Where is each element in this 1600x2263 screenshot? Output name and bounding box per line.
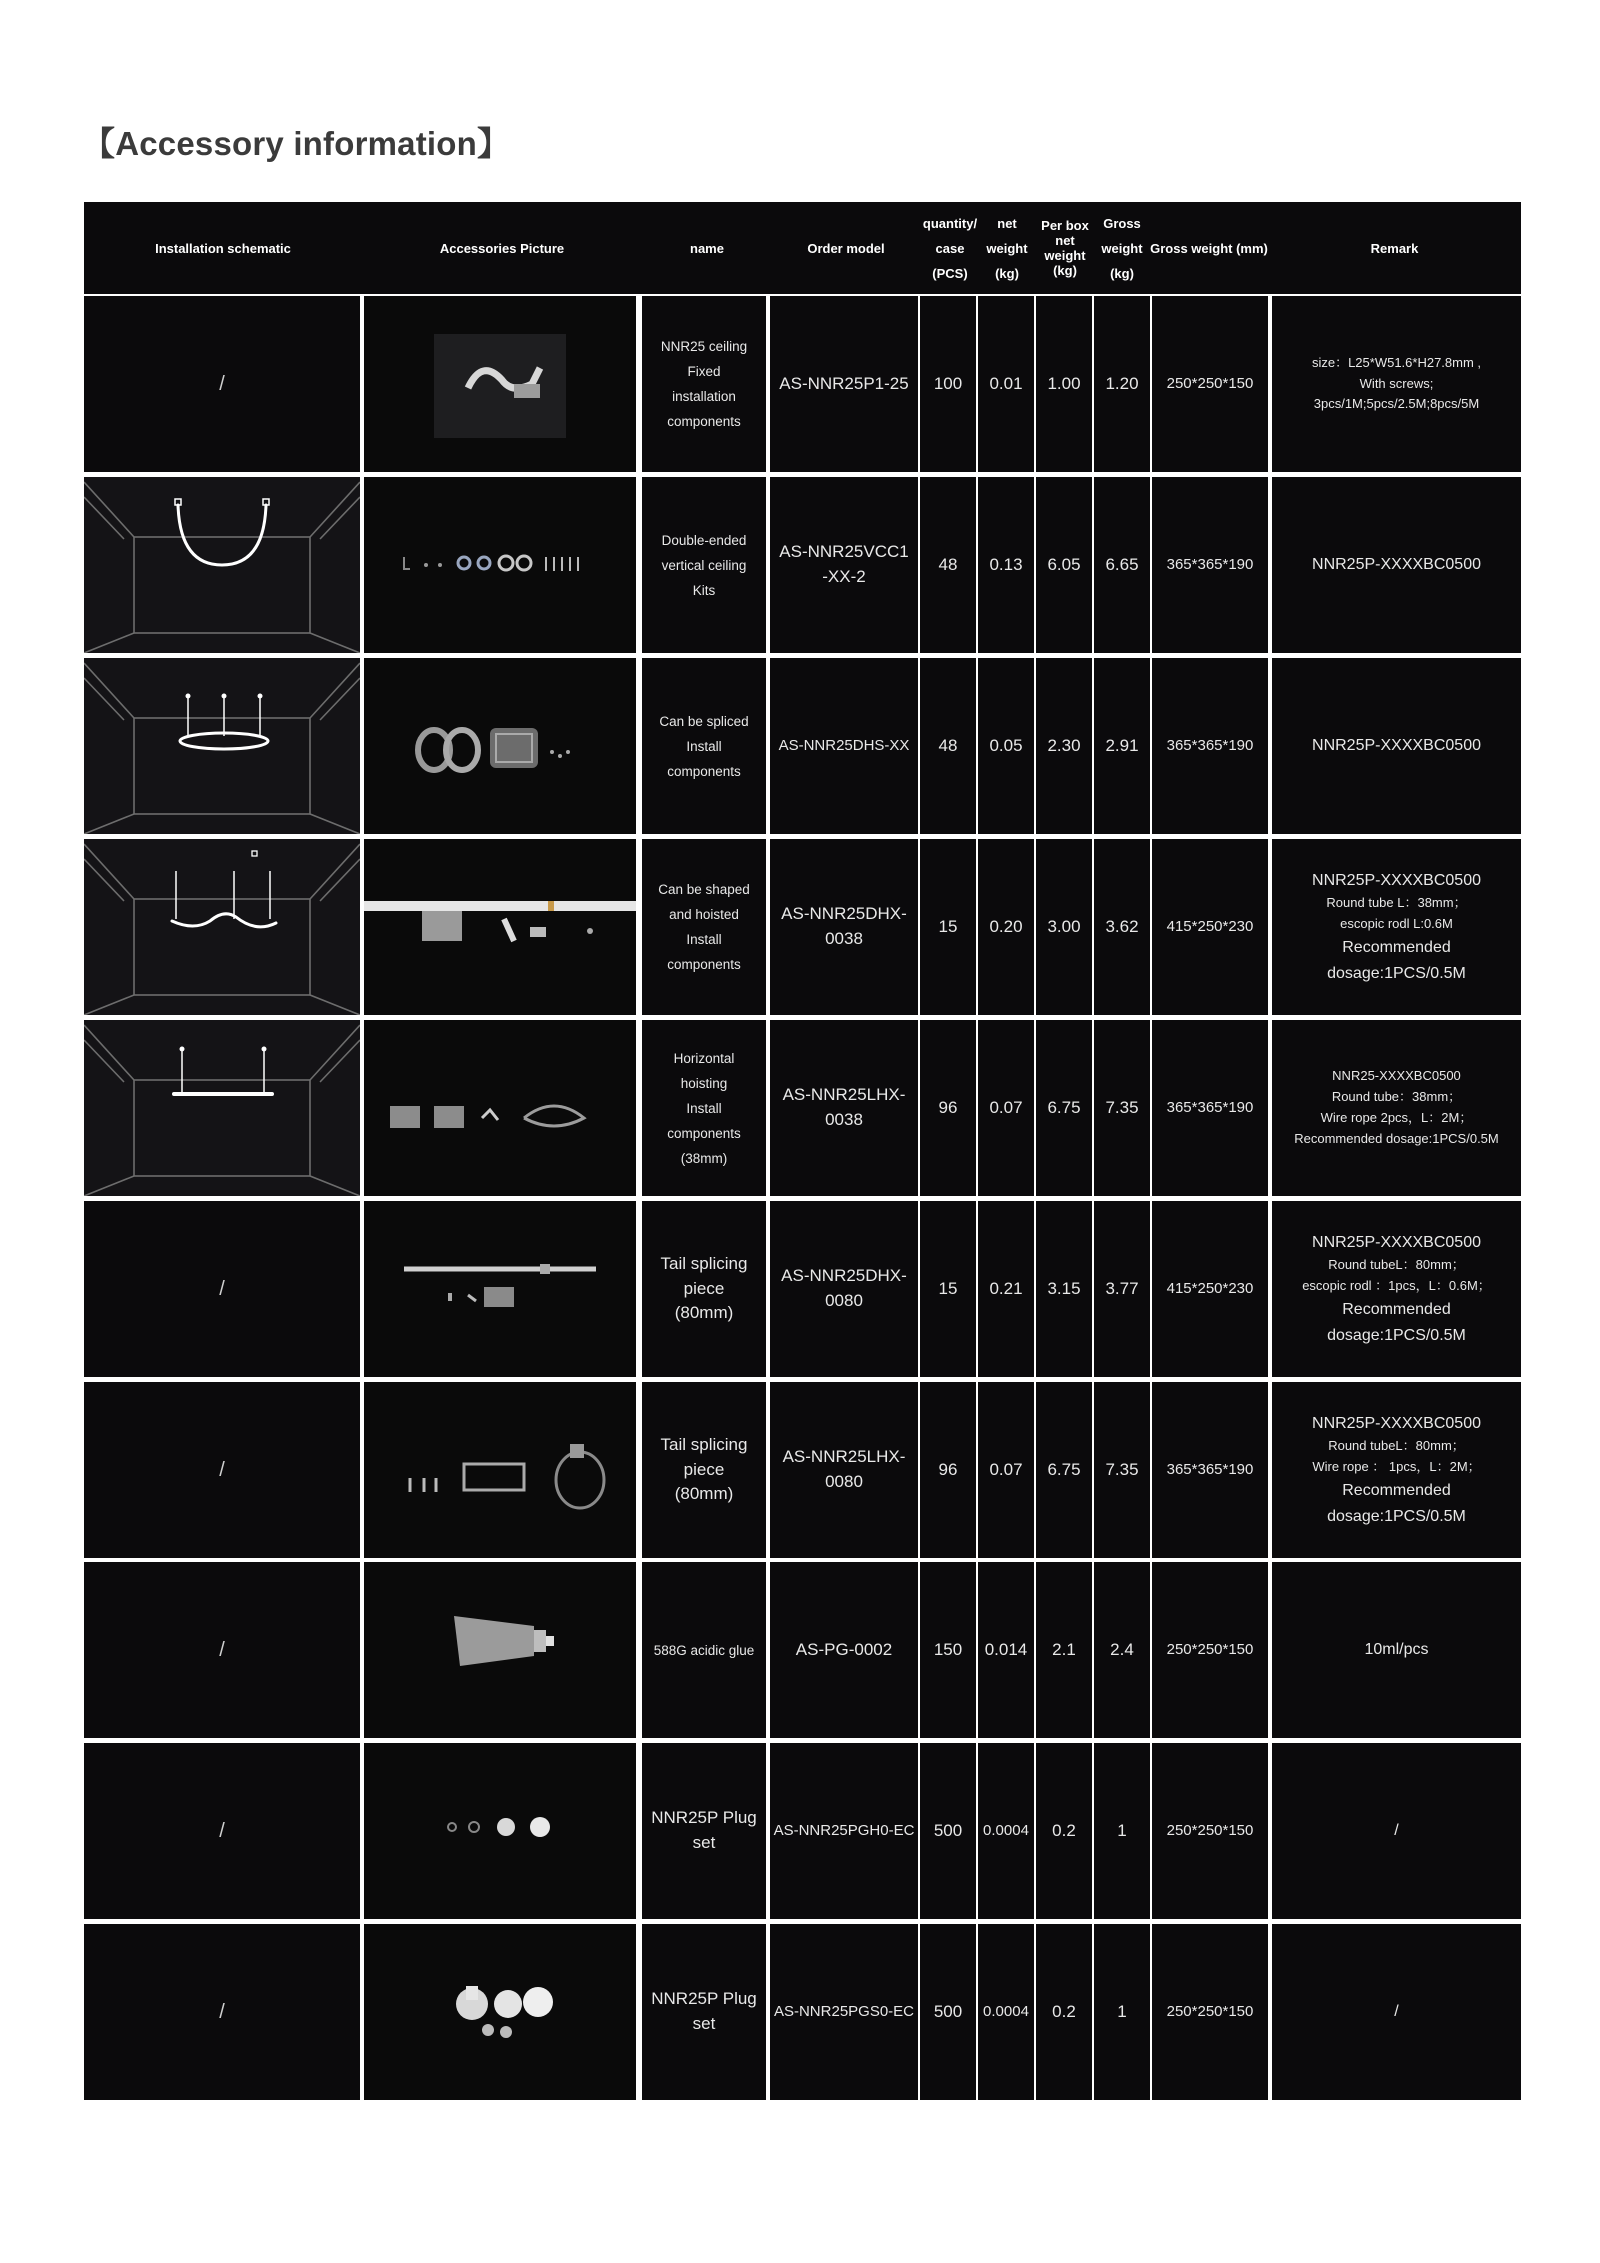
text-line: AS-NNR25DHS-XX	[778, 737, 910, 755]
accessory-name-cell	[642, 1020, 766, 1196]
order-model	[781, 1264, 907, 1313]
carton-size-value: 365*365*190	[1166, 556, 1254, 574]
text-line: 588G acidic glue	[653, 1642, 755, 1658]
accessory-name-cell	[642, 477, 766, 653]
accessory-picture	[364, 1201, 636, 1377]
carton-size-cell	[1152, 1743, 1268, 1919]
order-model-cell	[770, 1743, 918, 1919]
accessory-name	[662, 528, 747, 603]
accessory-name	[658, 877, 750, 977]
box-net-weight-value: 0.2	[1052, 2001, 1076, 2021]
net-weight-value: 0.0004	[983, 2003, 1029, 2021]
net-weight-cell	[978, 1924, 1034, 2100]
quantity-cell	[920, 1020, 976, 1196]
quantity-cell	[920, 1743, 976, 1919]
gross-weight-cell	[1094, 839, 1150, 1015]
gross-weight-value: 2.91	[1105, 735, 1139, 755]
accessory-name	[667, 1046, 741, 1171]
net-weight-value: 0.0004	[983, 1822, 1029, 1840]
quantity-cell	[920, 1924, 976, 2100]
text-line: 3pcs/1M;5pcs/2.5M;8pcs/5M	[1313, 396, 1480, 412]
accessory-picture-cell	[364, 1201, 636, 1377]
text-line: Recommended dosage:1PCS/0.5M	[1327, 1301, 1466, 1344]
net-weight-value: 0.014	[984, 1639, 1028, 1659]
net-weight-cell	[978, 658, 1034, 834]
installation-schematic-cell	[84, 1924, 360, 2100]
accessory-name	[661, 1433, 748, 1507]
header-name: name	[690, 240, 724, 256]
table-row	[0, 1382, 1600, 1558]
text-line: Fixed	[687, 364, 721, 379]
header-order-model: Order model	[807, 240, 885, 256]
net-weight-cell	[978, 839, 1034, 1015]
carton-size-cell	[1152, 477, 1268, 653]
gross-weight-value: 7.35	[1105, 1097, 1139, 1117]
carton-size-value: 250*250*150	[1166, 2003, 1254, 2021]
accessory-name	[642, 1987, 766, 2036]
accessory-picture	[364, 1743, 636, 1919]
installation-schematic-image	[84, 839, 360, 1015]
header-accessories-picture: Accessories Picture	[439, 240, 565, 256]
gross-weight-cell	[1094, 296, 1150, 472]
text-line: components	[667, 957, 741, 972]
accessory-name	[659, 709, 748, 784]
order-model	[774, 1820, 915, 1842]
header-quantity: quantity/ case (PCS)	[922, 215, 978, 281]
text-line: Wire rope ： 1pcs，L：2M；	[1312, 1459, 1481, 1475]
remark-cell	[1272, 296, 1521, 472]
net-weight-cell	[978, 477, 1034, 653]
remark-text	[1312, 733, 1481, 759]
text-line: Install	[686, 738, 722, 754]
gross-weight-value: 3.62	[1105, 916, 1139, 936]
table-row	[0, 1562, 1600, 1738]
text-line: NNR25 ceiling	[660, 339, 748, 354]
accessory-name-cell	[642, 658, 766, 834]
quantity-value: 96	[938, 1097, 958, 1117]
net-weight-cell	[978, 1020, 1034, 1196]
table-row	[0, 296, 1600, 472]
net-weight-value: 0.01	[989, 373, 1023, 393]
text-line: -XX-2	[822, 567, 866, 586]
table-row	[0, 477, 1600, 653]
order-model-cell	[770, 1201, 918, 1377]
quantity-value: 100	[933, 373, 963, 393]
carton-size-cell	[1152, 1924, 1268, 2100]
accessory-picture	[364, 1924, 636, 2100]
carton-size-cell	[1152, 1201, 1268, 1377]
accessory-picture	[364, 1562, 636, 1738]
page-title: 【Accessory information】	[82, 125, 511, 162]
order-model	[779, 540, 908, 589]
text-line: piece	[683, 1278, 725, 1298]
installation-schematic-image	[84, 658, 360, 834]
text-line: Round tubeL：80mm；	[1328, 1438, 1465, 1454]
net-weight-cell	[978, 1201, 1034, 1377]
accessory-picture-cell	[364, 1924, 636, 2100]
order-model	[781, 902, 907, 951]
installation-schematic-cell	[84, 296, 360, 472]
text-line: NNR25-XXXXBC0500	[1332, 1068, 1461, 1084]
box-net-weight-cell	[1036, 1743, 1092, 1919]
table-row	[0, 1743, 1600, 1919]
text-line: AS-NNR25PGH0-EC	[773, 1822, 915, 1840]
text-line: Kits	[692, 582, 716, 598]
text-line: Wire rope 2pcs，L：2M；	[1320, 1110, 1473, 1125]
gross-weight-value: 2.4	[1110, 1639, 1134, 1659]
order-model-cell	[770, 1382, 918, 1558]
installation-schematic-image	[84, 1020, 360, 1196]
header-gross-weight-mm: Gross weight (mm)	[1150, 240, 1268, 256]
text-line: (38mm)	[680, 1150, 728, 1166]
text-line: Round tubeL：80mm；	[1328, 1257, 1465, 1273]
text-line: components	[667, 414, 741, 429]
quantity-cell	[920, 839, 976, 1015]
installation-schematic-cell	[84, 1201, 360, 1377]
quantity-value: 15	[938, 916, 958, 936]
carton-size-value: 250*250*150	[1166, 1822, 1254, 1840]
header-per-box-net-weight: Per box net weight (kg)	[1041, 218, 1089, 278]
gross-weight-cell	[1094, 1562, 1150, 1738]
text-line: hoisting	[680, 1075, 728, 1091]
accessory-name-cell	[642, 1201, 766, 1377]
text-line: AS-PG-0002	[795, 1639, 893, 1659]
remark-cell	[1272, 1201, 1521, 1377]
box-net-weight-value: 1.00	[1047, 373, 1081, 393]
gross-weight-value: 1	[1117, 2001, 1127, 2021]
box-net-weight-cell	[1036, 839, 1092, 1015]
accessory-name	[654, 1638, 755, 1663]
carton-size-cell	[1152, 1020, 1268, 1196]
order-model	[774, 2001, 914, 2023]
quantity-value: 500	[933, 1820, 963, 1840]
remark-text	[1312, 552, 1481, 578]
text-line: Recommended dosage:1PCS/0.5M	[1294, 1130, 1499, 1146]
text-line: With screws;	[1359, 375, 1434, 391]
carton-size-value: 250*250*150	[1166, 1641, 1254, 1659]
installation-schematic-cell	[84, 658, 360, 834]
text-line: Double-ended	[661, 532, 747, 548]
gross-weight-value: 3.77	[1105, 1278, 1139, 1298]
quantity-cell	[920, 658, 976, 834]
gross-weight-cell	[1094, 1743, 1150, 1919]
gross-weight-value: 6.65	[1105, 554, 1139, 574]
carton-size-cell	[1152, 1562, 1268, 1738]
text-line: escopic rodl L:0.6M	[1340, 916, 1453, 932]
remark-cell	[1272, 1924, 1521, 2100]
quantity-value: 500	[933, 2001, 963, 2021]
box-net-weight-cell	[1036, 658, 1092, 834]
quantity-value: 150	[933, 1639, 963, 1659]
schematic-empty-mark: /	[219, 1277, 225, 1300]
remark-cell	[1272, 658, 1521, 834]
remark-text	[1394, 1818, 1398, 1844]
text-line: (80mm)	[674, 1484, 734, 1504]
net-weight-value: 0.07	[989, 1459, 1023, 1479]
accessory-picture	[364, 839, 636, 1015]
accessory-picture	[364, 1382, 636, 1558]
quantity-cell	[920, 1382, 976, 1558]
text-line: /	[1394, 2003, 1399, 2021]
table-row	[0, 1020, 1600, 1196]
box-net-weight-cell	[1036, 1201, 1092, 1377]
carton-size-value: 365*365*190	[1166, 737, 1254, 755]
quantity-value: 15	[938, 1278, 958, 1298]
accessory-name-cell	[642, 1382, 766, 1558]
gross-weight-cell	[1094, 477, 1150, 653]
accessory-picture	[364, 658, 636, 834]
schematic-empty-mark: /	[219, 1819, 225, 1842]
text-line: components	[667, 763, 741, 779]
accessory-picture-cell	[364, 477, 636, 653]
schematic-empty-mark: /	[219, 1638, 225, 1661]
remark-cell	[1272, 1020, 1521, 1196]
accessory-picture-cell	[364, 658, 636, 834]
text-line: NNR25P-XXXXBC0500	[1312, 1233, 1481, 1251]
text-line: Recommended dosage:1PCS/0.5M	[1327, 1482, 1466, 1525]
box-net-weight-cell	[1036, 477, 1092, 653]
schematic-empty-mark: /	[219, 2000, 225, 2023]
net-weight-cell	[978, 296, 1034, 472]
table-row	[0, 839, 1600, 1015]
carton-size-value: 250*250*150	[1166, 375, 1254, 393]
gross-weight-cell	[1094, 1201, 1150, 1377]
box-net-weight-cell	[1036, 1562, 1092, 1738]
remark-cell	[1272, 477, 1521, 653]
table-row	[0, 1201, 1600, 1377]
text-line: 0080	[825, 1291, 863, 1310]
remark-text	[1272, 1411, 1521, 1529]
remark-cell	[1272, 1743, 1521, 1919]
text-line: vertical ceiling	[661, 557, 747, 573]
quantity-value: 48	[938, 735, 958, 755]
text-line: 0038	[825, 1110, 863, 1129]
net-weight-value: 0.20	[989, 916, 1023, 936]
accessory-name-cell	[642, 1562, 766, 1738]
remark-text	[1272, 1230, 1521, 1348]
quantity-cell	[920, 1201, 976, 1377]
accessory-name	[642, 1806, 766, 1855]
remark-text	[1272, 868, 1521, 986]
order-model-cell	[770, 658, 918, 834]
text-line: NNR25P-XXXXBC0500	[1312, 556, 1481, 574]
text-line: components	[667, 1125, 741, 1141]
accessory-picture-cell	[364, 1382, 636, 1558]
box-net-weight-value: 0.2	[1052, 1820, 1076, 1840]
text-line: 10ml/pcs	[1364, 1641, 1429, 1659]
table-row	[0, 1924, 1600, 2100]
text-line: 0080	[825, 1472, 863, 1491]
carton-size-value: 365*365*190	[1166, 1461, 1254, 1479]
text-line: Recommended dosage:1PCS/0.5M	[1327, 939, 1466, 982]
net-weight-value: 0.13	[989, 554, 1023, 574]
accessory-name	[661, 1252, 748, 1326]
carton-size-value: 415*250*230	[1166, 918, 1254, 936]
gross-weight-cell	[1094, 1020, 1150, 1196]
accessory-picture-cell	[364, 296, 636, 472]
quantity-value: 96	[938, 1459, 958, 1479]
box-net-weight-value: 3.15	[1047, 1278, 1081, 1298]
text-line: NNR25P-XXXXBC0500	[1312, 737, 1481, 755]
accessory-picture-cell	[364, 1562, 636, 1738]
installation-schematic-cell	[84, 1562, 360, 1738]
carton-size-cell	[1152, 1382, 1268, 1558]
box-net-weight-cell	[1036, 1924, 1092, 2100]
accessory-name-cell	[642, 296, 766, 472]
order-model-cell	[770, 839, 918, 1015]
accessory-name-cell	[642, 1743, 766, 1919]
box-net-weight-value: 6.75	[1047, 1459, 1081, 1479]
text-line: NNR25P Plug set	[651, 1989, 757, 2033]
carton-size-value: 365*365*190	[1166, 1099, 1254, 1117]
net-weight-value: 0.07	[989, 1097, 1023, 1117]
gross-weight-cell	[1094, 1382, 1150, 1558]
header-installation-schematic: Installation schematic	[155, 240, 291, 256]
text-line: /	[1394, 1822, 1399, 1840]
table-row	[0, 658, 1600, 834]
box-net-weight-value: 3.00	[1047, 916, 1081, 936]
carton-size-cell	[1152, 296, 1268, 472]
header-net-weight: net weight (kg)	[986, 215, 1028, 281]
text-line: escopic rodl ：1pcs，L：0.6M；	[1302, 1278, 1491, 1294]
order-model	[779, 372, 908, 397]
order-model	[779, 735, 910, 757]
carton-size-cell	[1152, 658, 1268, 834]
text-line: Tail splicing	[660, 1254, 748, 1274]
gross-weight-value: 7.35	[1105, 1459, 1139, 1479]
accessory-picture	[364, 477, 636, 653]
remark-text	[1364, 1637, 1428, 1663]
accessory-picture-cell	[364, 839, 636, 1015]
schematic-empty-mark: /	[219, 372, 225, 395]
text-line: Can be spliced	[659, 713, 749, 729]
net-weight-value: 0.05	[989, 735, 1023, 755]
box-net-weight-value: 6.75	[1047, 1097, 1081, 1117]
order-model-cell	[770, 477, 918, 653]
text-line: AS-NNR25LHX-	[782, 1447, 906, 1467]
box-net-weight-value: 6.05	[1047, 554, 1081, 574]
box-net-weight-value: 2.1	[1052, 1639, 1076, 1659]
text-line: piece	[683, 1459, 725, 1479]
installation-schematic-cell	[84, 839, 360, 1015]
gross-weight-cell	[1094, 658, 1150, 834]
text-line: Install	[686, 932, 722, 947]
text-line: AS-NNR25P1-25	[779, 373, 909, 393]
order-model	[796, 1638, 892, 1663]
carton-size-cell	[1152, 839, 1268, 1015]
installation-schematic-image	[84, 477, 360, 653]
net-weight-value: 0.21	[989, 1278, 1023, 1298]
text-line: Round tube L：38mm；	[1326, 895, 1467, 911]
remark-cell	[1272, 1382, 1521, 1558]
header-gross-weight-kg: Gross weight (kg)	[1101, 215, 1143, 281]
net-weight-cell	[978, 1743, 1034, 1919]
installation-schematic-cell	[84, 1743, 360, 1919]
installation-schematic-cell	[84, 477, 360, 653]
carton-size-value: 415*250*230	[1166, 1280, 1254, 1298]
net-weight-cell	[978, 1562, 1034, 1738]
order-model	[783, 1445, 906, 1494]
text-line: Install	[686, 1100, 722, 1116]
order-model-cell	[770, 1020, 918, 1196]
accessory-name	[661, 334, 747, 434]
text-line: installation	[672, 389, 736, 404]
text-line: NNR25P-XXXXBC0500	[1312, 871, 1481, 889]
text-line: Tail splicing	[660, 1435, 748, 1455]
text-line: NNR25P-XXXXBC0500	[1312, 1414, 1481, 1432]
text-line: Round tube：38mm；	[1331, 1089, 1462, 1105]
remark-text	[1312, 353, 1481, 415]
gross-weight-value: 1	[1117, 1820, 1127, 1840]
installation-schematic-cell	[84, 1020, 360, 1196]
text-line: AS-NNR25LHX-	[782, 1085, 906, 1105]
remark-text	[1394, 1999, 1398, 2025]
accessory-picture-cell	[364, 1743, 636, 1919]
quantity-cell	[920, 296, 976, 472]
text-line: AS-NNR25VCC1	[779, 542, 909, 562]
order-model	[783, 1083, 906, 1132]
order-model-cell	[770, 296, 918, 472]
box-net-weight-value: 2.30	[1047, 735, 1081, 755]
remark-text	[1294, 1066, 1499, 1149]
text-line: Can be shaped	[658, 882, 750, 897]
text-line: AS-NNR25PGS0-EC	[773, 2003, 915, 2021]
text-line: AS-NNR25DHX-	[781, 904, 907, 924]
box-net-weight-cell	[1036, 1020, 1092, 1196]
text-line: (80mm)	[674, 1303, 734, 1323]
box-net-weight-cell	[1036, 1382, 1092, 1558]
remark-cell	[1272, 839, 1521, 1015]
text-line: and hoisted	[669, 907, 739, 922]
accessory-picture	[364, 1020, 636, 1196]
order-model-cell	[770, 1562, 918, 1738]
table-header	[84, 202, 1521, 294]
accessory-picture-cell	[364, 1020, 636, 1196]
text-line: AS-NNR25DHX-	[781, 1266, 907, 1286]
text-line: Horizontal	[673, 1050, 735, 1066]
quantity-cell	[920, 477, 976, 653]
net-weight-cell	[978, 1382, 1034, 1558]
text-line: NNR25P Plug set	[651, 1808, 757, 1852]
remark-cell	[1272, 1562, 1521, 1738]
installation-schematic-cell	[84, 1382, 360, 1558]
gross-weight-value: 1.20	[1105, 373, 1139, 393]
accessory-name-cell	[642, 1924, 766, 2100]
header-remark: Remark	[1370, 240, 1419, 256]
quantity-cell	[920, 1562, 976, 1738]
schematic-empty-mark: /	[219, 1458, 225, 1481]
gross-weight-cell	[1094, 1924, 1150, 2100]
quantity-value: 48	[938, 554, 958, 574]
text-line: 0038	[825, 929, 863, 948]
accessory-name-cell	[642, 839, 766, 1015]
accessory-picture	[364, 296, 636, 472]
text-line: size：L25*W51.6*H27.8mm ,	[1311, 354, 1482, 370]
box-net-weight-cell	[1036, 296, 1092, 472]
order-model-cell	[770, 1924, 918, 2100]
